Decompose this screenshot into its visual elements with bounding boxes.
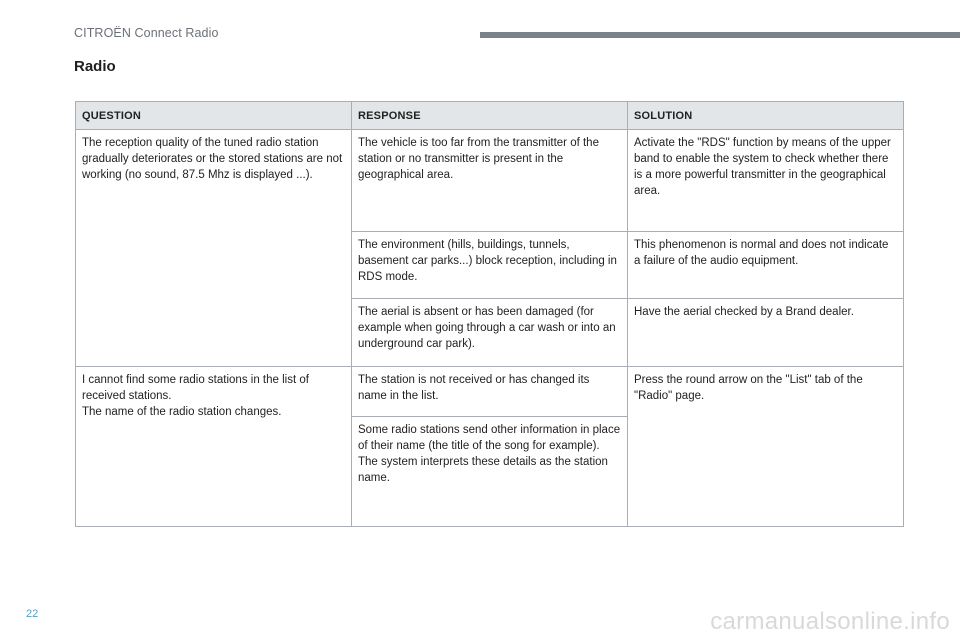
response-cell: The station is not received or has changed its name in the list.	[352, 367, 628, 417]
column-header-solution: SOLUTION	[628, 102, 904, 130]
response-cell: The environment (hills, buildings, tunnels, basement car parks...) block reception, including in RDS mode.	[352, 232, 628, 299]
solution-cell: Have the aerial checked by a Brand dealer.	[628, 299, 904, 367]
question-cell	[76, 367, 352, 527]
watermark: carmanualsonline.info	[710, 608, 950, 635]
solution-cell: Press the round arrow on the "List" tab of the "Radio" page.	[628, 367, 904, 527]
question-line: I cannot find some radio stations in the list of received stations.	[82, 374, 309, 402]
column-header-question: QUESTION	[76, 102, 352, 130]
response-line: The system interprets these details as the station name.	[358, 456, 608, 484]
column-header-response: RESPONSE	[352, 102, 628, 130]
question-line: The name of the radio station changes.	[82, 406, 282, 418]
troubleshooting-table	[75, 101, 904, 527]
solution-cell: Activate the "RDS" function by means of the upper band to enable the system to check whether there is a more powerful transmitter in the geographical area.	[628, 130, 904, 232]
response-cell: The aerial is absent or has been damaged (for example when going through a car wash or into an underground car park).	[352, 299, 628, 367]
question-cell: The reception quality of the tuned radio station gradually deteriorates or the stored stations are not working (no sound, 87.5 Mhz is displayed ...).	[76, 130, 352, 367]
response-cell: The vehicle is too far from the transmitter of the station or no transmitter is present in the geographical area.	[352, 130, 628, 232]
header-bar	[480, 32, 960, 38]
table-row	[76, 367, 904, 417]
page-number: 22	[26, 608, 39, 620]
table-header-row	[76, 102, 904, 130]
response-cell	[352, 417, 628, 527]
header-title: CITROËN Connect Radio	[74, 26, 219, 40]
response-line: Some radio stations send other information in place of their name (the title of the song for example).	[358, 424, 621, 452]
section-title: Radio	[74, 58, 116, 75]
solution-cell: This phenomenon is normal and does not indicate a failure of the audio equipment.	[628, 232, 904, 299]
table-row	[76, 130, 904, 232]
